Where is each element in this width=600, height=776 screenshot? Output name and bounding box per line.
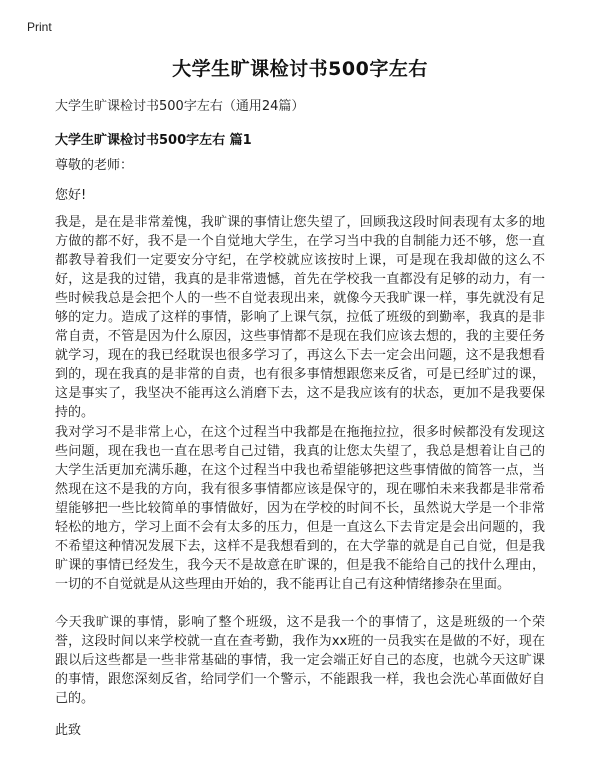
greeting-line: 尊敬的老师： (55, 158, 134, 173)
document-subtitle: 大学生旷课检讨书500字左右（通用24篇） (55, 99, 305, 114)
document-title: 大学生旷课检讨书500字左右 (172, 58, 428, 80)
print-link[interactable]: Print (27, 20, 52, 34)
body-paragraph-1: 我是，是在是非常羞愧，我旷课的事情让您失望了，回顾我这段时间表现有太多的地方做的都不好，我不是一个自觉地大学生，在学习当中我的自制能力还不够，您一直都教导着我们一定要安分守纪，在学校就应该按时上课，可是现在我却做的这么不好，这是我的过错，我真的是非常遗憾，首先在学校我一直都没有足够的动力，有一些时候我总是会把个人的一些不自觉表现出来，就像今天我旷课一样，事先就没有足够的定力。造成了这样的事情，影响了上课气氛，拉低了班级的到勤率，我真的是非常自责，不管是因为什么原因，这些事情都不是现在我们应该去想的，我的主要任务就学习，现在的我已经耽误也很多学习了，再这么下去一定会出问题，这不是我想看到的，现在我真的是非常的自责，也有很多事情想跟您来反省，可是已经旷过的课，这是事实了，我坚决不能再这么消磨下去，这不是我应该有的状态，更加不是我要保持的。 (55, 215, 545, 420)
salutation-line: 您好! (55, 188, 87, 203)
body-paragraph-3: 今天我旷课的事情，影响了整个班级，这不是我一个的事情了，这是班级的一个荣誉，这段时间以来学校就一直在查考勤，我作为xx班的一员我实在是做的不好，现在跟以后这些都是一些非常基础的事情，我一定会端正好自己的态度，也就今天这旷课的事情，跟您深刻反省，给同学们一个警示，不能跟我一样，我也会洗心革面做好自己的。 (55, 615, 545, 706)
section-heading: 大学生旷课检讨书500字左右 篇1 (55, 133, 252, 148)
closing-line: 此致 (55, 723, 82, 738)
body-paragraph-2: 我对学习不是非常上心，在这个过程当中我都是在拖拖拉拉，很多时候都没有发现这些问题，现在我也一直在思考自己过错，我真的让您太失望了，我总是想着让自己的大学生活更加充满乐趣，在这个过程当中我也希望能够把这些事情做的简答一点，当然现在这不是我的方向，我有很多事情都应该是保守的，现在哪怕未来我都是非常希望能够把一些比较简单的事情做好，因为在学校的时间不长，虽然说大学是一个非常轻松的地方，学习上面不会有太多的压力，但是一直这么下去肯定是会出问题的，我不希望这种情况发展下去，这样不是我想看到的，在大学靠的就是自己自觉，但是我旷课的事情已经发生，我今天不是故意在旷课的，但是我不能给自己的找什么理由，一切的不自觉就是从这些理由开始的，我不能再让自己有这种情绪掺杂在里面。 (55, 425, 545, 592)
